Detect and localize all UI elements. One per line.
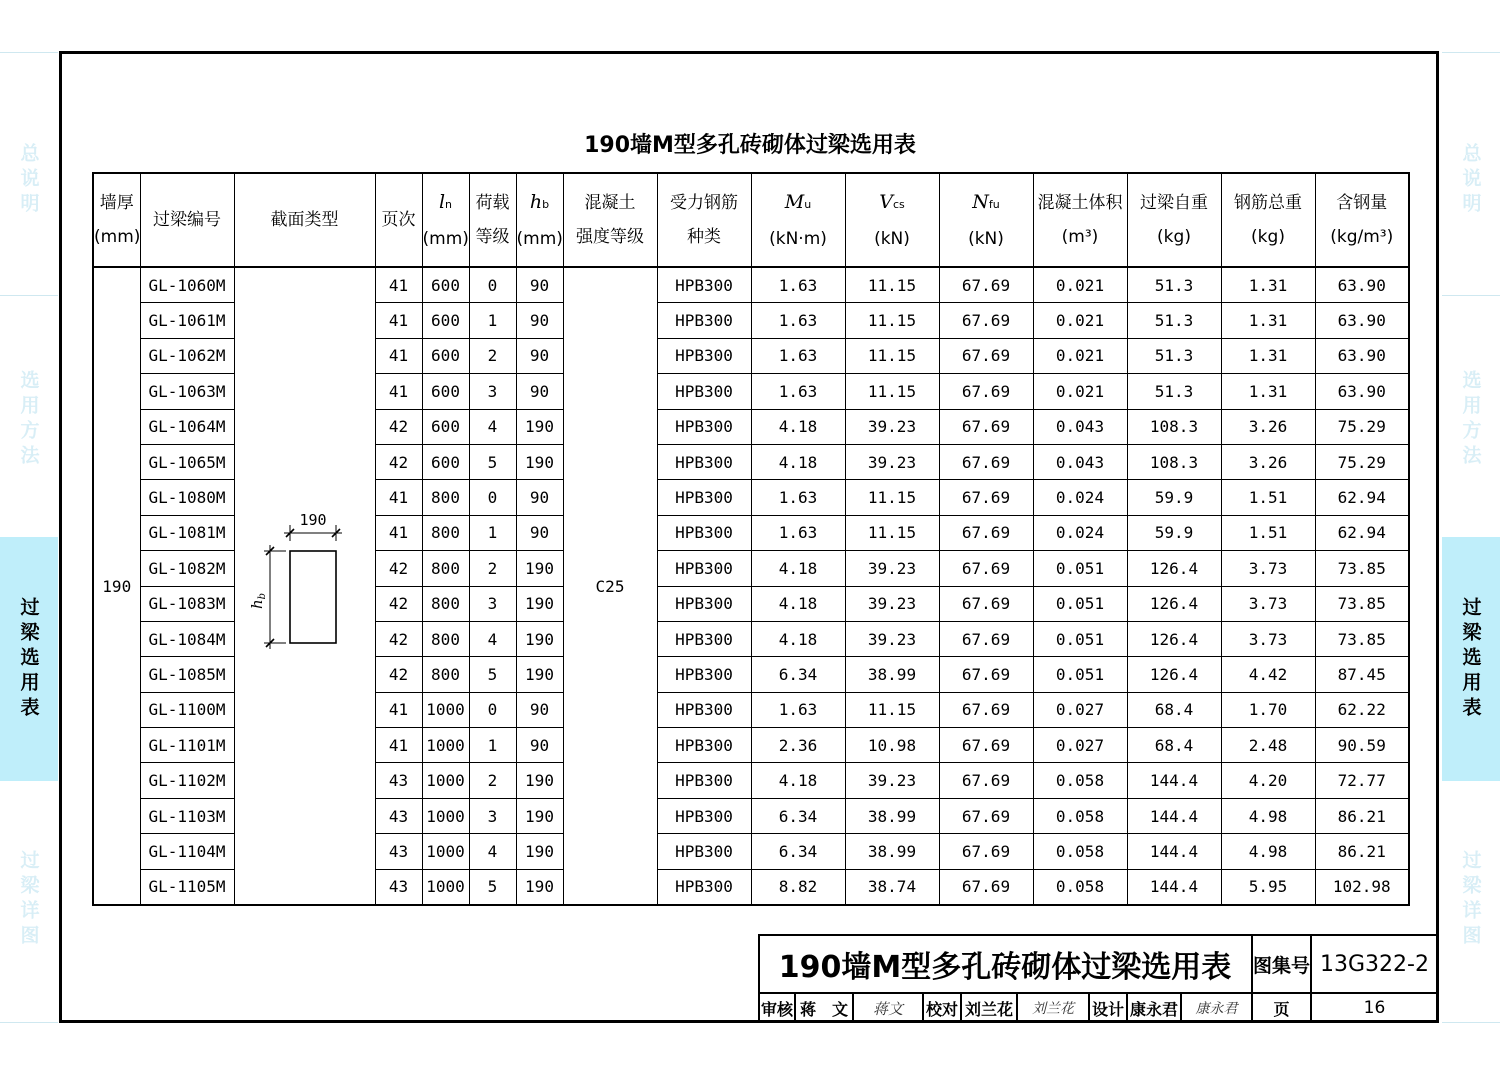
page-cell: 42 bbox=[375, 621, 422, 656]
right-side-tabs bbox=[1442, 0, 1500, 1081]
load-grade-cell: 1 bbox=[469, 728, 516, 763]
load-grade-cell: 0 bbox=[469, 692, 516, 727]
check-label: 校对 bbox=[925, 999, 958, 1019]
concrete-volume-cell: 0.021 bbox=[1033, 267, 1127, 303]
vcs-cell: 38.74 bbox=[845, 869, 939, 905]
hb-cell: 90 bbox=[516, 692, 563, 727]
page-cell: 41 bbox=[375, 338, 422, 373]
mu-cell: 4.18 bbox=[751, 586, 845, 621]
page-title: 190墙M型多孔砖砌体过梁选用表 bbox=[584, 133, 916, 158]
hb-cell: 90 bbox=[516, 480, 563, 515]
ln-cell: 1000 bbox=[422, 692, 469, 727]
steel-weight-cell: 3.73 bbox=[1221, 586, 1315, 621]
ln-cell: 800 bbox=[422, 621, 469, 656]
concrete-volume-cell: 0.021 bbox=[1033, 303, 1127, 338]
steel-ratio-cell: 63.90 bbox=[1315, 338, 1409, 373]
steel-ratio-cell: 73.85 bbox=[1315, 621, 1409, 656]
vcs-cell: 11.15 bbox=[845, 338, 939, 373]
lintel-code-cell: GL-1080M bbox=[140, 480, 234, 515]
hb-cell: 90 bbox=[516, 728, 563, 763]
steel-ratio-cell: 90.59 bbox=[1315, 728, 1409, 763]
nfu-cell: 67.69 bbox=[939, 338, 1033, 373]
load-grade-cell: 5 bbox=[469, 869, 516, 905]
rebar-type-cell: HPB300 bbox=[657, 480, 751, 515]
checker-name: 刘兰花 bbox=[964, 999, 1013, 1019]
nfu-cell: 67.69 bbox=[939, 303, 1033, 338]
ln-cell: 800 bbox=[422, 551, 469, 586]
page-cell: 41 bbox=[375, 267, 422, 303]
hb-cell: 190 bbox=[516, 621, 563, 656]
concrete-volume-cell: 0.051 bbox=[1033, 621, 1127, 656]
load-grade-cell: 5 bbox=[469, 657, 516, 692]
concrete-volume-cell: 0.027 bbox=[1033, 728, 1127, 763]
vcs-cell: 11.15 bbox=[845, 303, 939, 338]
rebar-type-cell: HPB300 bbox=[657, 763, 751, 798]
load-grade-cell: 2 bbox=[469, 551, 516, 586]
header-section-type: 截面类型 bbox=[234, 173, 375, 267]
ln-cell: 1000 bbox=[422, 798, 469, 833]
steel-ratio-cell: 73.85 bbox=[1315, 551, 1409, 586]
load-grade-cell: 2 bbox=[469, 338, 516, 373]
mu-cell: 1.63 bbox=[751, 692, 845, 727]
concrete-volume-cell: 0.058 bbox=[1033, 798, 1127, 833]
mu-cell: 6.34 bbox=[751, 798, 845, 833]
tab-separator bbox=[1442, 295, 1500, 296]
load-grade-cell: 4 bbox=[469, 834, 516, 869]
mu-cell: 4.18 bbox=[751, 621, 845, 656]
self-weight-cell: 144.4 bbox=[1127, 798, 1221, 833]
page-label: 页 bbox=[1273, 999, 1290, 1019]
header-steel-weight: 钢筋总重 (kg) bbox=[1221, 173, 1315, 267]
hb-cell: 190 bbox=[516, 657, 563, 692]
ln-cell: 600 bbox=[422, 267, 469, 303]
header-load-grade: 荷载 等级 bbox=[469, 173, 516, 267]
load-grade-cell: 4 bbox=[469, 621, 516, 656]
mu-cell: 1.63 bbox=[751, 515, 845, 550]
title-block-title: 190墙M型多孔砖砌体过梁选用表 bbox=[778, 950, 1232, 985]
designer-signature: 康永君 bbox=[1195, 1001, 1238, 1017]
right-tab-general[interactable]: 总说明 bbox=[1459, 142, 1482, 218]
rebar-type-cell: HPB300 bbox=[657, 338, 751, 373]
page-cell: 41 bbox=[375, 728, 422, 763]
steel-weight-cell: 5.95 bbox=[1221, 869, 1315, 905]
self-weight-cell: 144.4 bbox=[1127, 763, 1221, 798]
page-cell: 41 bbox=[375, 515, 422, 550]
hb-cell: 90 bbox=[516, 267, 563, 303]
steel-ratio-cell: 62.94 bbox=[1315, 480, 1409, 515]
nfu-cell: 67.69 bbox=[939, 763, 1033, 798]
self-weight-cell: 68.4 bbox=[1127, 692, 1221, 727]
rebar-type-cell: HPB300 bbox=[657, 621, 751, 656]
vcs-cell: 38.99 bbox=[845, 834, 939, 869]
self-weight-cell: 59.9 bbox=[1127, 515, 1221, 550]
steel-weight-cell: 2.48 bbox=[1221, 728, 1315, 763]
page-cell: 41 bbox=[375, 303, 422, 338]
self-weight-cell: 126.4 bbox=[1127, 586, 1221, 621]
hb-cell: 190 bbox=[516, 798, 563, 833]
steel-ratio-cell: 75.29 bbox=[1315, 409, 1409, 444]
lintel-code-cell: GL-1085M bbox=[140, 657, 234, 692]
nfu-cell: 67.69 bbox=[939, 692, 1033, 727]
steel-weight-cell: 1.31 bbox=[1221, 303, 1315, 338]
mu-cell: 1.63 bbox=[751, 480, 845, 515]
left-tab-details[interactable]: 过梁详图 bbox=[17, 850, 40, 950]
rebar-type-cell: HPB300 bbox=[657, 692, 751, 727]
steel-ratio-cell: 62.94 bbox=[1315, 515, 1409, 550]
header-concrete-volume: 混凝土体积 (m³) bbox=[1033, 173, 1127, 267]
right-tab-selection-table[interactable]: 过梁选用表 bbox=[1442, 537, 1500, 781]
lintel-code-cell: GL-1084M bbox=[140, 621, 234, 656]
ln-cell: 1000 bbox=[422, 869, 469, 905]
load-grade-cell: 3 bbox=[469, 798, 516, 833]
steel-ratio-cell: 62.22 bbox=[1315, 692, 1409, 727]
rebar-type-cell: HPB300 bbox=[657, 303, 751, 338]
tab-separator bbox=[0, 1022, 58, 1023]
header-hb: hb (mm) bbox=[516, 173, 563, 267]
page-cell: 42 bbox=[375, 409, 422, 444]
lintel-code-cell: GL-1062M bbox=[140, 338, 234, 373]
checker-signature: 刘兰花 bbox=[1032, 1001, 1074, 1017]
self-weight-cell: 51.3 bbox=[1127, 338, 1221, 373]
load-grade-cell: 1 bbox=[469, 303, 516, 338]
steel-ratio-cell: 73.85 bbox=[1315, 586, 1409, 621]
left-side-tabs bbox=[0, 0, 58, 1081]
left-tab-selection-table[interactable]: 过梁选用表 bbox=[0, 537, 58, 781]
page-cell: 43 bbox=[375, 798, 422, 833]
rebar-type-cell: HPB300 bbox=[657, 444, 751, 479]
rebar-type-cell: HPB300 bbox=[657, 374, 751, 409]
nfu-cell: 67.69 bbox=[939, 586, 1033, 621]
lintel-code-cell: GL-1060M bbox=[140, 267, 234, 303]
hb-cell: 90 bbox=[516, 515, 563, 550]
rebar-type-cell: HPB300 bbox=[657, 586, 751, 621]
header-vcs: Vcs (kN) bbox=[845, 173, 939, 267]
nfu-cell: 67.69 bbox=[939, 798, 1033, 833]
page-cell: 43 bbox=[375, 869, 422, 905]
steel-weight-cell: 1.31 bbox=[1221, 338, 1315, 373]
steel-ratio-cell: 102.98 bbox=[1315, 869, 1409, 905]
lintel-code-cell: GL-1082M bbox=[140, 551, 234, 586]
concrete-volume-cell: 0.043 bbox=[1033, 444, 1127, 479]
concrete-volume-cell: 0.021 bbox=[1033, 374, 1127, 409]
nfu-cell: 67.69 bbox=[939, 480, 1033, 515]
header-steel-ratio: 含钢量 (kg/m³) bbox=[1315, 173, 1409, 267]
mu-cell: 6.34 bbox=[751, 657, 845, 692]
concrete-volume-cell: 0.021 bbox=[1033, 338, 1127, 373]
rebar-type-cell: HPB300 bbox=[657, 409, 751, 444]
steel-weight-cell: 4.98 bbox=[1221, 798, 1315, 833]
tab-separator bbox=[0, 295, 58, 296]
self-weight-cell: 51.3 bbox=[1127, 267, 1221, 303]
vcs-cell: 39.23 bbox=[845, 409, 939, 444]
lintel-code-cell: GL-1065M bbox=[140, 444, 234, 479]
ln-cell: 600 bbox=[422, 444, 469, 479]
steel-weight-cell: 1.51 bbox=[1221, 515, 1315, 550]
load-grade-cell: 0 bbox=[469, 480, 516, 515]
section-height-label: $h_b$ bbox=[247, 592, 268, 610]
lintel-code-cell: GL-1102M bbox=[140, 763, 234, 798]
page-number: 16 bbox=[1363, 998, 1386, 1018]
hb-cell: 90 bbox=[516, 303, 563, 338]
vcs-cell: 39.23 bbox=[845, 551, 939, 586]
concrete-volume-cell: 0.058 bbox=[1033, 834, 1127, 869]
steel-ratio-cell: 63.90 bbox=[1315, 374, 1409, 409]
self-weight-cell: 68.4 bbox=[1127, 728, 1221, 763]
steel-weight-cell: 3.73 bbox=[1221, 621, 1315, 656]
self-weight-cell: 51.3 bbox=[1127, 303, 1221, 338]
vcs-cell: 11.15 bbox=[845, 267, 939, 303]
designer-name: 康永君 bbox=[1129, 999, 1178, 1019]
header-mu: Mu (kN·m) bbox=[751, 173, 845, 267]
load-grade-cell: 1 bbox=[469, 515, 516, 550]
steel-ratio-cell: 87.45 bbox=[1315, 657, 1409, 692]
self-weight-cell: 108.3 bbox=[1127, 409, 1221, 444]
self-weight-cell: 126.4 bbox=[1127, 621, 1221, 656]
hb-cell: 190 bbox=[516, 444, 563, 479]
page-cell: 42 bbox=[375, 657, 422, 692]
ln-cell: 1000 bbox=[422, 763, 469, 798]
page-cell: 43 bbox=[375, 834, 422, 869]
mu-cell: 1.63 bbox=[751, 303, 845, 338]
section-diagram bbox=[247, 511, 360, 661]
table-row bbox=[93, 267, 1409, 303]
self-weight-cell: 144.4 bbox=[1127, 834, 1221, 869]
lintel-code-cell: GL-1105M bbox=[140, 869, 234, 905]
ln-cell: 600 bbox=[422, 303, 469, 338]
concrete-volume-cell: 0.024 bbox=[1033, 480, 1127, 515]
load-grade-cell: 3 bbox=[469, 374, 516, 409]
hb-cell: 90 bbox=[516, 338, 563, 373]
nfu-cell: 67.69 bbox=[939, 267, 1033, 303]
rebar-type-cell: HPB300 bbox=[657, 515, 751, 550]
page-cell: 42 bbox=[375, 551, 422, 586]
vcs-cell: 39.23 bbox=[845, 444, 939, 479]
header-rebar-type: 受力钢筋 种类 bbox=[657, 173, 751, 267]
atlas-label: 图集号 bbox=[1253, 954, 1311, 977]
header-page: 页次 bbox=[375, 173, 422, 267]
tab-separator bbox=[1442, 1022, 1500, 1023]
vcs-cell: 38.99 bbox=[845, 657, 939, 692]
left-tab-method[interactable]: 选用方法 bbox=[17, 370, 40, 470]
self-weight-cell: 126.4 bbox=[1127, 657, 1221, 692]
header-concrete-grade: 混凝土 强度等级 bbox=[563, 173, 657, 267]
mu-cell: 4.18 bbox=[751, 551, 845, 586]
load-grade-cell: 5 bbox=[469, 444, 516, 479]
lintel-code-cell: GL-1064M bbox=[140, 409, 234, 444]
lintel-code-cell: GL-1104M bbox=[140, 834, 234, 869]
nfu-cell: 67.69 bbox=[939, 374, 1033, 409]
hb-cell: 190 bbox=[516, 869, 563, 905]
nfu-cell: 67.69 bbox=[939, 551, 1033, 586]
load-grade-cell: 4 bbox=[469, 409, 516, 444]
mu-cell: 4.18 bbox=[751, 444, 845, 479]
nfu-cell: 67.69 bbox=[939, 728, 1033, 763]
nfu-cell: 67.69 bbox=[939, 657, 1033, 692]
vcs-cell: 11.15 bbox=[845, 692, 939, 727]
page-cell: 41 bbox=[375, 374, 422, 409]
left-tab-general[interactable]: 总说明 bbox=[17, 142, 40, 218]
mu-cell: 8.82 bbox=[751, 869, 845, 905]
steel-weight-cell: 1.51 bbox=[1221, 480, 1315, 515]
lintel-code-cell: GL-1101M bbox=[140, 728, 234, 763]
nfu-cell: 67.69 bbox=[939, 409, 1033, 444]
steel-weight-cell: 1.31 bbox=[1221, 374, 1315, 409]
ln-cell: 800 bbox=[422, 480, 469, 515]
ln-cell: 600 bbox=[422, 374, 469, 409]
right-tab-method[interactable]: 选用方法 bbox=[1459, 370, 1482, 470]
self-weight-cell: 108.3 bbox=[1127, 444, 1221, 479]
lintel-code-cell: GL-1061M bbox=[140, 303, 234, 338]
tab-separator bbox=[1442, 52, 1500, 53]
concrete-volume-cell: 0.058 bbox=[1033, 763, 1127, 798]
lintel-code-cell: GL-1083M bbox=[140, 586, 234, 621]
section-type-cell bbox=[234, 267, 375, 905]
section-width-label: 190 bbox=[298, 511, 327, 530]
page-cell: 41 bbox=[375, 480, 422, 515]
vcs-cell: 10.98 bbox=[845, 728, 939, 763]
review-label: 审核 bbox=[760, 999, 793, 1019]
reviewer-name: 蒋 文 bbox=[799, 999, 848, 1019]
hb-cell: 190 bbox=[516, 586, 563, 621]
lintel-code-cell: GL-1063M bbox=[140, 374, 234, 409]
concrete-volume-cell: 0.051 bbox=[1033, 551, 1127, 586]
header-lintel-code: 过梁编号 bbox=[140, 173, 234, 267]
concrete-volume-cell: 0.043 bbox=[1033, 409, 1127, 444]
steel-weight-cell: 3.26 bbox=[1221, 409, 1315, 444]
rebar-type-cell: HPB300 bbox=[657, 657, 751, 692]
vcs-cell: 39.23 bbox=[845, 763, 939, 798]
mu-cell: 1.63 bbox=[751, 374, 845, 409]
section-outline bbox=[290, 551, 336, 643]
steel-weight-cell: 1.31 bbox=[1221, 267, 1315, 303]
mu-cell: 4.18 bbox=[751, 763, 845, 798]
self-weight-cell: 59.9 bbox=[1127, 480, 1221, 515]
reviewer-signature: 蒋文 bbox=[872, 999, 903, 1018]
load-grade-cell: 0 bbox=[469, 267, 516, 303]
hb-cell: 190 bbox=[516, 409, 563, 444]
load-grade-cell: 2 bbox=[469, 763, 516, 798]
ln-cell: 600 bbox=[422, 409, 469, 444]
page-cell: 42 bbox=[375, 444, 422, 479]
vcs-cell: 11.15 bbox=[845, 374, 939, 409]
right-tab-details[interactable]: 过梁详图 bbox=[1459, 850, 1482, 950]
steel-ratio-cell: 86.21 bbox=[1315, 834, 1409, 869]
nfu-cell: 67.69 bbox=[939, 515, 1033, 550]
hb-cell: 190 bbox=[516, 834, 563, 869]
steel-weight-cell: 4.42 bbox=[1221, 657, 1315, 692]
steel-weight-cell: 4.20 bbox=[1221, 763, 1315, 798]
lintel-code-cell: GL-1103M bbox=[140, 798, 234, 833]
vcs-cell: 39.23 bbox=[845, 586, 939, 621]
rebar-type-cell: HPB300 bbox=[657, 869, 751, 905]
concrete-volume-cell: 0.051 bbox=[1033, 657, 1127, 692]
nfu-cell: 67.69 bbox=[939, 869, 1033, 905]
page-cell: 41 bbox=[375, 692, 422, 727]
ln-cell: 600 bbox=[422, 338, 469, 373]
ln-cell: 800 bbox=[422, 586, 469, 621]
nfu-cell: 67.69 bbox=[939, 621, 1033, 656]
self-weight-cell: 51.3 bbox=[1127, 374, 1221, 409]
rebar-type-cell: HPB300 bbox=[657, 798, 751, 833]
rebar-type-cell: HPB300 bbox=[657, 728, 751, 763]
lintel-selection-table bbox=[92, 172, 1410, 906]
load-grade-cell: 3 bbox=[469, 586, 516, 621]
design-label: 设计 bbox=[1091, 999, 1124, 1019]
steel-ratio-cell: 63.90 bbox=[1315, 267, 1409, 303]
rebar-type-cell: HPB300 bbox=[657, 267, 751, 303]
steel-ratio-cell: 72.77 bbox=[1315, 763, 1409, 798]
steel-weight-cell: 3.26 bbox=[1221, 444, 1315, 479]
header-self-weight: 过梁自重 (kg) bbox=[1127, 173, 1221, 267]
header-ln: ln (mm) bbox=[422, 173, 469, 267]
ln-cell: 1000 bbox=[422, 728, 469, 763]
hb-cell: 190 bbox=[516, 551, 563, 586]
hb-cell: 90 bbox=[516, 374, 563, 409]
vcs-cell: 11.15 bbox=[845, 515, 939, 550]
tab-separator bbox=[0, 52, 58, 53]
ln-cell: 1000 bbox=[422, 834, 469, 869]
header-nfu: Nfu (kN) bbox=[939, 173, 1033, 267]
mu-cell: 2.36 bbox=[751, 728, 845, 763]
self-weight-cell: 126.4 bbox=[1127, 551, 1221, 586]
steel-ratio-cell: 63.90 bbox=[1315, 303, 1409, 338]
wall-thickness-cell: 190 bbox=[93, 267, 140, 905]
header-row bbox=[93, 173, 1409, 267]
mu-cell: 6.34 bbox=[751, 834, 845, 869]
concrete-volume-cell: 0.027 bbox=[1033, 692, 1127, 727]
mu-cell: 1.63 bbox=[751, 338, 845, 373]
vcs-cell: 39.23 bbox=[845, 621, 939, 656]
concrete-volume-cell: 0.024 bbox=[1033, 515, 1127, 550]
hb-cell: 190 bbox=[516, 763, 563, 798]
steel-ratio-cell: 75.29 bbox=[1315, 444, 1409, 479]
mu-cell: 1.63 bbox=[751, 267, 845, 303]
steel-ratio-cell: 86.21 bbox=[1315, 798, 1409, 833]
nfu-cell: 67.69 bbox=[939, 444, 1033, 479]
atlas-number: 13G322-2 bbox=[1320, 951, 1429, 977]
vcs-cell: 11.15 bbox=[845, 480, 939, 515]
rebar-type-cell: HPB300 bbox=[657, 551, 751, 586]
ln-cell: 800 bbox=[422, 515, 469, 550]
self-weight-cell: 144.4 bbox=[1127, 869, 1221, 905]
nfu-cell: 67.69 bbox=[939, 834, 1033, 869]
page-cell: 43 bbox=[375, 763, 422, 798]
lintel-code-cell: GL-1081M bbox=[140, 515, 234, 550]
concrete-volume-cell: 0.051 bbox=[1033, 586, 1127, 621]
page-cell: 42 bbox=[375, 586, 422, 621]
steel-weight-cell: 4.98 bbox=[1221, 834, 1315, 869]
rebar-type-cell: HPB300 bbox=[657, 834, 751, 869]
header-wall-thickness: 墙厚 (mm) bbox=[93, 173, 140, 267]
concrete-volume-cell: 0.058 bbox=[1033, 869, 1127, 905]
steel-weight-cell: 3.73 bbox=[1221, 551, 1315, 586]
lintel-code-cell: GL-1100M bbox=[140, 692, 234, 727]
steel-weight-cell: 1.70 bbox=[1221, 692, 1315, 727]
vcs-cell: 38.99 bbox=[845, 798, 939, 833]
ln-cell: 800 bbox=[422, 657, 469, 692]
mu-cell: 4.18 bbox=[751, 409, 845, 444]
concrete-grade-cell: C25 bbox=[563, 267, 657, 905]
